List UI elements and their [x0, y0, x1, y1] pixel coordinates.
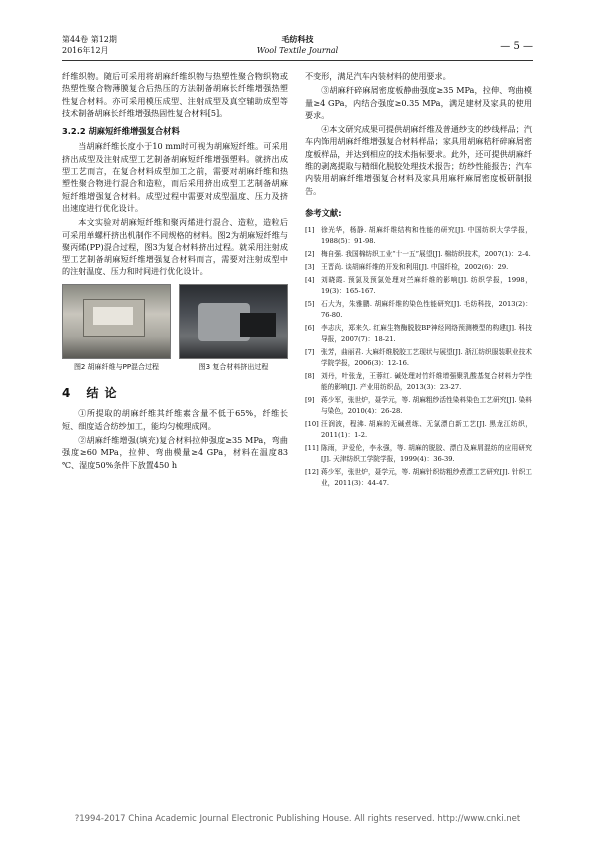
reference-item: [305, 225, 532, 247]
reference-number: [1]: [305, 226, 315, 235]
references-heading: 参考文献:: [305, 207, 342, 218]
journal-name-cn: 毛纺科技: [281, 34, 314, 44]
conclusion-heading: 4 结论: [62, 386, 123, 401]
journal-name-en: Wool Textile Journal: [256, 46, 339, 55]
reference-number: [12]: [305, 468, 319, 477]
conclusion-3: ③胡麻秆碎麻屑密度板静曲强度≥35 MPa，拉伸、弯曲模量≥4 GPa，内结合强度≥0.35 MPa，满足建材及家具的使用要求。: [305, 85, 532, 120]
reference-item: [305, 323, 532, 345]
paragraph-short-fiber: 当胡麻纤维长度小于10 mm时可视为胡麻短纤维。可采用挤出成型及注射成型工艺制备胡麻短纤维增强塑料。就挤出成型工艺而言，在复合材料成型加工之前，需要对胡麻纤维和热塑性聚合物进行混合和造粒，而后采用挤出成型工艺制备胡麻短纤维增强复合材料。成型过程中需要对成型温度、压力及挤出速度进行优化设计。: [62, 141, 288, 213]
conclusion-4: ④本文研究成果可提供胡麻纤维及普通纱支的纱线样品；汽车内饰用胡麻纤维增强复合材料样品；家具用胡麻秸秆碎麻屑密度板样品，并达到相应的技术指标要求。此外，还可提供胡麻纤维的剥离提取与精细化脱胶处理技术报告；纺纱性能报告；汽车内装用胡麻纤维增强复合材料及家具用麻秆麻屑密度板研制报告。: [305, 124, 532, 196]
reference-text: 刘晓霞. 预氯及预氯处理对苎麻纤维的影响[J]. 纺织学报，1998，19(3)：165-167.: [321, 276, 532, 296]
reference-text: 蒋少军，张世炉，聂学元，等. 胡麻针织纺粗纱煮漂工艺研究[J]. 针织工业，2011(3)：44-47.: [321, 468, 532, 488]
reference-number: [10]: [305, 420, 319, 429]
volume-issue: 第44卷 第12期: [62, 35, 117, 44]
figure-3-caption: 图3 复合材料挤出过程: [198, 362, 269, 371]
conclusion-1: ①所提取的胡麻纤维其纤维素含量不低于65%，纤维长短、细度适合纺纱加工，能均匀梳理成网。: [62, 408, 288, 431]
reference-text: 汪润波，程沸. 胡麻的无碱煮练、无氯漂白新工艺[J]. 黑龙江纺织，2011(1)：1-2.: [321, 420, 532, 440]
issue-date: 2016年12月: [62, 46, 109, 55]
reference-item: [305, 371, 532, 393]
right-column: [305, 70, 532, 491]
page-number: — 5 —: [500, 41, 533, 52]
reference-item: [305, 347, 532, 369]
reference-item: [305, 443, 532, 465]
reference-text: 张芳，曲丽君. 大麻纤维脱胶工艺现状与展望[J]. 浙江纺织服装职业技术学院学报，2006(3)：12-16.: [321, 348, 532, 368]
footer-copyright: ?1994-2017 China Academic Journal Electronic Publishing House. All rights reserved. http://www.cnki.net: [74, 814, 521, 824]
reference-text: 王晋尚. 谈胡麻纤维的开发和利用[J]. 中国纤检，2002(6)：29.: [321, 263, 509, 272]
reference-number: [8]: [305, 372, 315, 381]
figure-captions: [62, 361, 288, 373]
reference-text: 陈雨，尹爱伦，李永强，等. 胡麻的脱胶、漂白及麻屑混纺的应用研究[J]. 天津纺织工学院学报，1999(4)：36-39.: [321, 444, 532, 464]
reference-text: 梅自强. 我国棉纺织工业“十一五”展望[J]. 棉纺织技术，2007(1)：2-4.: [321, 250, 531, 259]
left-column: [62, 70, 288, 473]
reference-text: 徐光华，杨静. 胡麻纤维结构和性能的研究[J]. 中国纺织大学学报，1988(5)：91-98.: [321, 226, 532, 246]
reference-text: 刘丹，叶张龙，王蓉红. 碱处理对竹纤维增强聚乳酸基复合材料力学性能的影响[J]. 产业用纺织品，2013(3)：23-27.: [321, 372, 532, 392]
page-header: [62, 34, 533, 64]
figures-row: [62, 284, 288, 359]
figure-2-photo: [62, 284, 171, 359]
reference-number: [4]: [305, 276, 315, 285]
reference-number: [7]: [305, 348, 315, 357]
reference-text: 李志庆，郑来久. 红麻生物酶脱胶BP神经网络预测模型的构建[J]. 科技导报，2007(7)：18-21.: [321, 324, 532, 344]
figure-2-caption: 图2 胡麻纤维与PP混合过程: [73, 362, 160, 371]
reference-number: [9]: [305, 396, 315, 405]
reference-number: [6]: [305, 324, 315, 333]
reference-number: [2]: [305, 250, 315, 259]
header-rule: [62, 60, 533, 61]
reference-item: [305, 275, 532, 297]
section-heading-3-2-2: 3.2.2 胡麻短纤维增强复合材料: [62, 126, 180, 137]
intro-paragraph: 纤维织物。随后可采用将胡麻纤维织物与热塑性聚合物织物或热塑性聚合物薄膜复合后热压的方法制备胡麻长纤维增强热塑性复合材料。亦可采用模压成型、注射成型及真空辅助成型等技术制备胡麻长纤维增强热固性复合材料[5]。: [62, 71, 288, 118]
reference-number: [11]: [305, 444, 319, 453]
reference-text: 蒋少军，张世炉，聂学元，等. 胡麻粗纱活性染料染色工艺研究[J]. 染料与染色，2010(4)：26-28.: [321, 396, 532, 416]
reference-number: [5]: [305, 300, 315, 309]
reference-item: [305, 262, 532, 273]
reference-item: [305, 419, 532, 441]
conclusion-2-continued: 不变形，满足汽车内装材料的使用要求。: [305, 71, 451, 81]
figure-3-photo: [179, 284, 288, 359]
journal-title: [62, 34, 533, 56]
reference-text: 石大为，朱雅鹏. 胡麻纤维的染色性能研究[J]. 毛纺科技，2013(2)：76-80.: [321, 300, 532, 320]
reference-item: [305, 467, 532, 489]
reference-item: [305, 395, 532, 417]
reference-number: [3]: [305, 263, 315, 272]
conclusion-2: ②胡麻纤维增强(填充)复合材料拉伸强度≥35 MPa，弯曲强度≥60 MPa，拉伸、弯曲模量≥4 GPa，材料在温度83 ℃、湿度50%条件下放置450 h: [62, 434, 288, 470]
reference-item: [305, 299, 532, 321]
reference-item: [305, 249, 532, 260]
paragraph-experiment: 本文实验对胡麻短纤维和聚丙烯进行混合、造粒，造粒后可采用单螺杆挤出机制作不同规格的材料。图2为胡麻短纤维与聚丙烯(PP)混合过程，图3为复合材料挤出过程。就采用注射成型工艺制备胡麻短纤维增强复合材料而言，需要对注射成型中的注射温度、压力和时间进行优化设计。: [62, 217, 288, 277]
references-list: [305, 225, 532, 489]
